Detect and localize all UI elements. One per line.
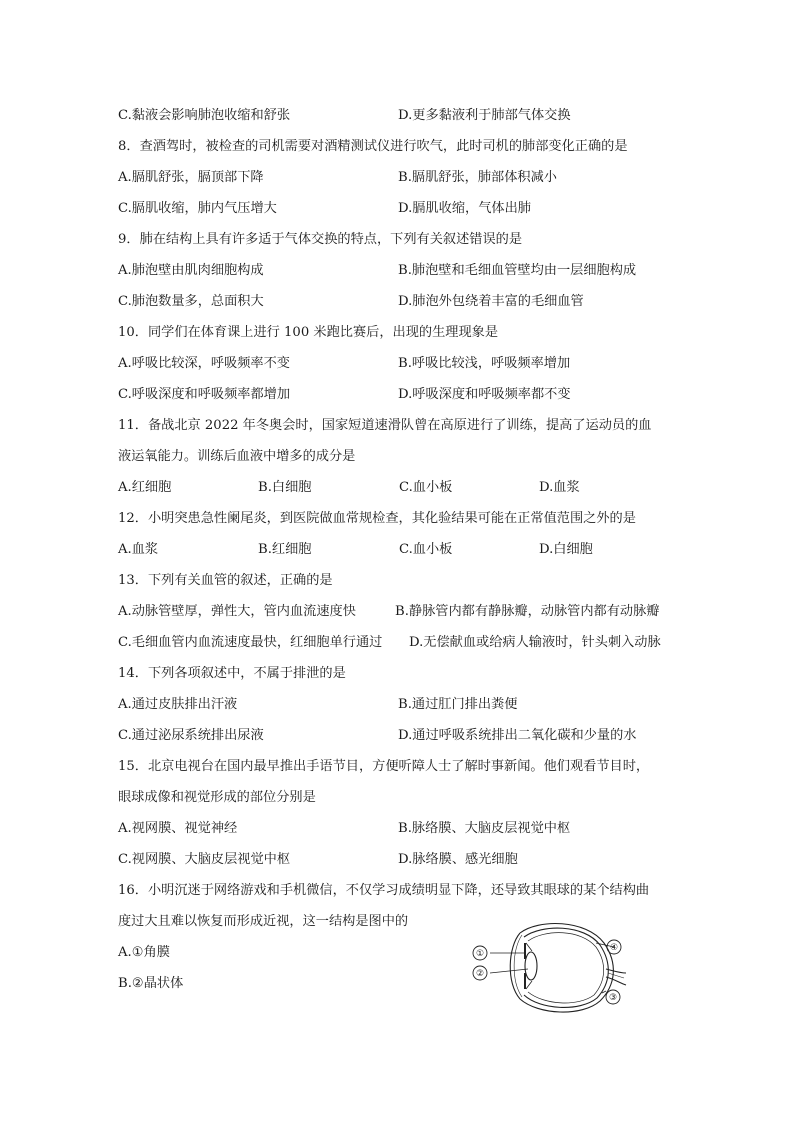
q10-option-c[interactable]: C.呼吸深度和呼吸频率都增加 <box>118 387 291 402</box>
q15-option-a[interactable]: A.视网膜、视觉神经 <box>118 821 238 836</box>
q8-stem: 8．查酒驾时，被检查的司机需要对酒精测试仪进行吹气，此时司机的肺部变化正确的是 <box>118 139 628 154</box>
question-7-options-cd <box>118 100 688 131</box>
q8-options-cd <box>118 193 688 224</box>
q14-stem: 14．下列各项叙述中，不属于排泄的是 <box>118 666 346 681</box>
q8-options-ab <box>118 162 688 193</box>
sclera-outline <box>520 924 613 1013</box>
q16-stem-line2: 度过大且难以恢复而形成近视，这一结构是图中的 <box>118 914 409 929</box>
q12-option-b[interactable]: B.红细胞 <box>258 542 312 557</box>
q15-option-c[interactable]: C.视网膜、大脑皮层视觉中枢 <box>118 852 291 867</box>
q14-options-ab <box>118 689 688 720</box>
q13-stem: 13．下列有关血管的叙述，正确的是 <box>118 573 333 588</box>
q10-option-a[interactable]: A.呼吸比较深，呼吸频率不变 <box>118 356 290 371</box>
label-3: ③ <box>608 993 618 1003</box>
q9-stem: 9．肺在结构上具有许多适于气体交换的特点，下列有关叙述错误的是 <box>118 232 523 247</box>
q10-options-ab <box>118 348 688 379</box>
exam-page <box>118 100 688 999</box>
q15-stem-line2: 眼球成像和视觉形成的部位分别是 <box>118 790 316 805</box>
q14-option-b[interactable]: B.通过肛门排出粪便 <box>398 697 518 712</box>
label-1: ① <box>475 949 485 959</box>
q8-option-d[interactable]: D.膈肌收缩，气体出肺 <box>398 201 531 216</box>
q11-stem-line2: 液运氧能力。训练后血液中增多的成分是 <box>118 449 356 464</box>
q7-option-d[interactable]: D.更多黏液利于肺部气体交换 <box>398 108 571 123</box>
q12-option-d[interactable]: D.白细胞 <box>539 542 593 557</box>
q9-option-d[interactable]: D.肺泡外包绕着丰富的毛细血管 <box>398 294 584 309</box>
q10-option-d[interactable]: D.呼吸深度和呼吸频率都不变 <box>398 387 571 402</box>
eyeball-cross-section-svg <box>468 913 628 1017</box>
cornea <box>510 933 520 999</box>
q14-option-d[interactable]: D.通过呼吸系统排出二氧化碳和少量的水 <box>398 728 637 743</box>
q14-option-a[interactable]: A.通过皮肤排出汗液 <box>118 697 238 712</box>
q15-option-b[interactable]: B.脉络膜、大脑皮层视觉中枢 <box>398 821 571 836</box>
q11-option-c[interactable]: C.血小板 <box>399 480 453 495</box>
label-4: ④ <box>609 943 619 953</box>
q13-option-a[interactable]: A.动脉管壁厚，弹性大，管内血流速度快 <box>118 604 356 619</box>
q12-stem: 12．小明突患急性阑尾炎，到医院做血常规检查，其化验结果可能在正常值范围之外的是 <box>118 511 636 526</box>
q8-option-c[interactable]: C.膈肌收缩，肺内气压增大 <box>118 201 277 216</box>
q14-option-c[interactable]: C.通过泌尿系统排出尿液 <box>118 728 264 743</box>
q9-options-ab <box>118 255 688 286</box>
q9-option-b[interactable]: B.肺泡壁和毛细血管壁均由一层细胞构成 <box>398 263 637 278</box>
q13-option-c[interactable]: C.毛细血管内血流速度最快，红细胞单行通过 <box>118 635 383 650</box>
label-2: ② <box>475 969 485 979</box>
lens <box>525 952 537 980</box>
optic-nerve <box>606 969 626 985</box>
q15-stem-line1: 15．北京电视台在国内最早推出手语节目，方便听障人士了解时事新闻。他们观看节目时， <box>118 759 650 774</box>
q14-options-cd <box>118 720 688 751</box>
q11-options <box>118 472 688 503</box>
q11-stem-line1: 11．备战北京 2022 年冬奥会时，国家短道速滑队曾在高原进行了训练，提高了运动员的血 <box>118 418 652 433</box>
q13-option-d[interactable]: D.无偿献血或给病人输液时，针头刺入动脉 <box>409 635 661 650</box>
q9-options-cd <box>118 286 688 317</box>
q13-options-cd <box>118 627 688 658</box>
q10-option-b[interactable]: B.呼吸比较浅，呼吸频率增加 <box>398 356 571 371</box>
q8-option-a[interactable]: A.膈肌舒张，膈顶部下降 <box>118 170 264 185</box>
retina-outline <box>528 933 604 1003</box>
q12-options <box>118 534 688 565</box>
q15-option-d[interactable]: D.脉络膜、感光细胞 <box>398 852 518 867</box>
q11-option-d[interactable]: D.血浆 <box>539 480 580 495</box>
q15-options-ab <box>118 813 688 844</box>
q9-option-c[interactable]: C.肺泡数量多，总面积大 <box>118 294 264 309</box>
q15-options-cd <box>118 844 688 875</box>
q16-option-a[interactable]: A.①角膜 <box>118 945 170 960</box>
q8-option-b[interactable]: B.膈肌舒张，肺部体积减小 <box>398 170 557 185</box>
eyeball-diagram <box>468 913 628 1017</box>
q13-option-b[interactable]: B.静脉管内都有静脉瓣，动脉管内都有动脉瓣 <box>395 604 660 619</box>
q9-option-a[interactable]: A.肺泡壁由肌肉细胞构成 <box>118 263 264 278</box>
q13-options-ab <box>118 596 688 627</box>
q7-option-c[interactable]: C.黏液会影响肺泡收缩和舒张 <box>118 108 291 123</box>
q12-option-a[interactable]: A.血浆 <box>118 542 159 557</box>
q10-stem: 10．同学们在体育课上进行 100 米跑比赛后，出现的生理现象是 <box>118 325 499 340</box>
q12-option-c[interactable]: C.血小板 <box>399 542 453 557</box>
q11-option-b[interactable]: B.白细胞 <box>258 480 312 495</box>
q16-stem-line1: 16．小明沉迷于网络游戏和手机微信，不仅学习成绩明显下降，还导致其眼球的某个结构曲 <box>118 883 650 898</box>
q16-option-b[interactable]: B.②晶状体 <box>118 976 184 991</box>
q10-options-cd <box>118 379 688 410</box>
q11-option-a[interactable]: A.红细胞 <box>118 480 172 495</box>
